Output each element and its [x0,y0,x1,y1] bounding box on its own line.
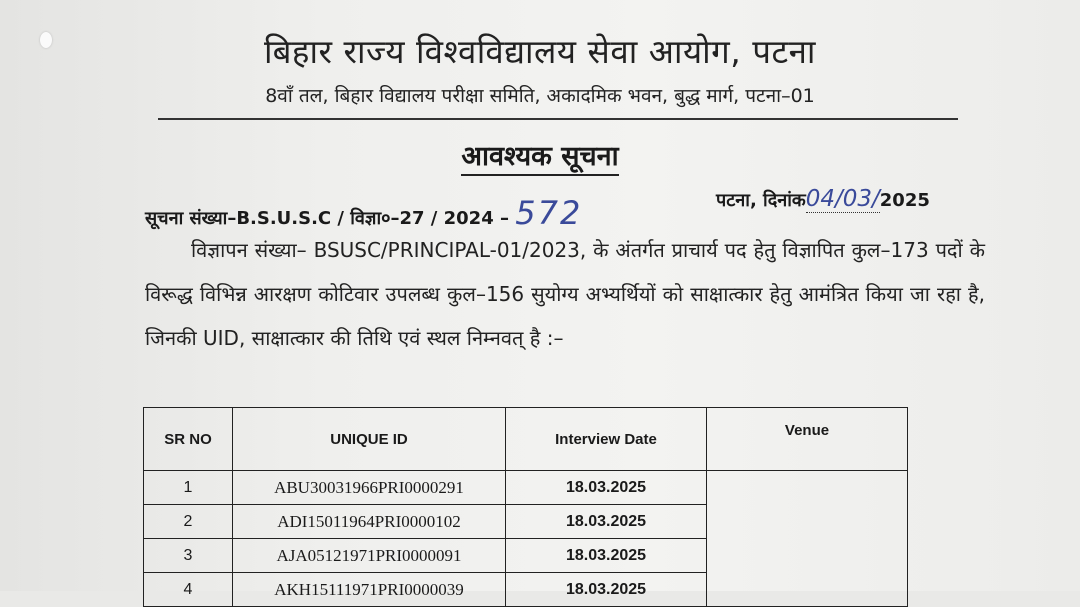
sr-no-cell: 2 [144,505,233,539]
sr-no-cell: 4 [144,573,233,607]
interview-date-cell: 18.03.2025 [506,539,707,573]
notice-body [145,228,985,360]
table-header-row [144,408,908,471]
unique-id-cell: ABU30031966PRI0000291 [233,471,506,505]
interview-date-cell: 18.03.2025 [506,505,707,539]
unique-id-cell: AJA05121971PRI0000091 [233,539,506,573]
unique-id-cell: AKH15111971PRI0000039 [233,573,506,607]
header-interview-date: Interview Date [506,408,707,471]
notice-date [716,186,930,212]
date-prefix: पटना, दिनांक [716,190,806,211]
notice-heading-text: आवश्यक सूचना [461,141,618,176]
org-title: बिहार राज्य विश्वविद्यालय सेवा आयोग, पटना [264,32,816,71]
notice-body-text: विज्ञापन संख्या– BSUSC/PRINCIPAL-01/2023, के अंतर्गत प्राचार्य पद हेतु विज्ञापित कुल–173 पदों के विरूद्ध विभिन्न आरक्षण कोटिवार उपलब्ध कुल–156 सुयोग्य अभ्यर्थियों को साक्षात्कार हेतु आमंत्रित किया जा रहा है, जिनकी UID, साक्षात्कार की तिथि एवं स्थल निम्नवत् है :– [145,238,985,350]
reference-handwritten-number: 572 [515,194,583,232]
date-year: 2025 [879,190,930,211]
header-sr-no: SR NO [144,408,233,471]
venue-cell [707,471,908,607]
notice-reference [145,194,582,232]
interview-date-cell: 18.03.2025 [506,471,707,505]
sr-no-cell: 1 [144,471,233,505]
reference-prefix: सूचना संख्या–B.S.U.S.C / विज्ञा०–27 / 2024 – [145,208,509,229]
table-row [144,471,908,505]
interview-date-cell: 18.03.2025 [506,573,707,607]
header-venue: Venue [707,408,908,471]
header-divider [158,118,958,120]
date-handwritten: 04/03/ [805,186,880,212]
org-address: 8वाँ तल, बिहार विद्यालय परीक्षा समिति, अकादमिक भवन, बुद्ध मार्ग, पटना–01 [265,85,815,107]
candidate-table [143,407,908,607]
unique-id-cell: ADI15011964PRI0000102 [233,505,506,539]
sr-no-cell: 3 [144,539,233,573]
notice-heading [0,136,1080,173]
header-unique-id: UNIQUE ID [233,408,506,471]
